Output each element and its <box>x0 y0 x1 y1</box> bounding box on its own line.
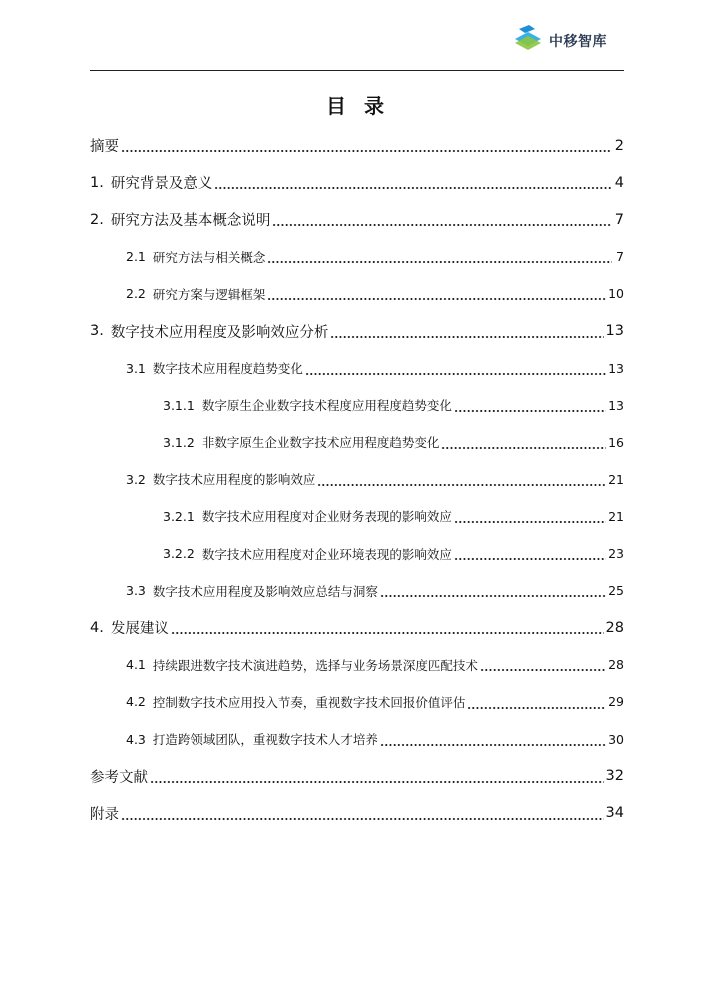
toc-entry-title: 数字技术应用程度的影响效应 <box>152 472 316 488</box>
toc-entry[interactable] <box>90 127 624 164</box>
toc-entry-page: 10 <box>608 286 624 302</box>
logo <box>511 24 607 58</box>
toc-entry-title: 数字技术应用程度对企业环境表现的影响效应 <box>201 546 452 562</box>
toc-entry-number: 2.2 <box>126 286 146 302</box>
toc-entry[interactable] <box>90 758 624 795</box>
toc-entry-number: 3.2.2 <box>163 546 195 562</box>
toc-leader-dots <box>150 780 604 784</box>
toc-leader-dots <box>454 520 606 524</box>
toc-entry-page: 4 <box>614 174 624 191</box>
toc-entry-page: 13 <box>608 397 624 413</box>
toc-entry-page: 2 <box>614 137 624 154</box>
toc-entry-number: 3.2.1 <box>163 508 195 524</box>
toc-entry-title: 持续跟进数字技术演进趋势，选择与业务场景深度匹配技术 <box>152 657 478 673</box>
toc-entry[interactable] <box>90 424 624 461</box>
toc-entry-page: 16 <box>608 434 624 450</box>
toc-entry-number: 2. <box>90 211 104 228</box>
toc-entry-title: 数字原生企业数字技术程度应用程度趋势变化 <box>201 398 452 414</box>
toc-entry-title: 控制数字技术应用投入节奏，重视数字技术回报价值评估 <box>152 694 466 710</box>
toc-entry-page: 13 <box>605 323 624 340</box>
toc-entry-title: 发展建议 <box>110 621 169 638</box>
toc-entry[interactable] <box>90 238 624 275</box>
toc-entry-number: 1. <box>90 174 104 191</box>
toc-leader-dots <box>480 668 606 672</box>
toc-entry-page: 34 <box>605 805 624 822</box>
toc-entry-number: 3.1 <box>126 360 146 376</box>
toc-leader-dots <box>171 631 604 635</box>
table-of-contents <box>90 127 624 832</box>
toc-entry-title: 打造跨领域团队，重视数字技术人才培养 <box>152 732 378 748</box>
toc-entry-title: 数字技术应用程度及影响效应总结与洞察 <box>152 583 378 599</box>
toc-entry-page: 28 <box>608 657 624 673</box>
toc-leader-dots <box>214 186 612 190</box>
toc-entry[interactable] <box>90 312 624 349</box>
toc-entry-page: 21 <box>608 508 624 524</box>
toc-leader-dots <box>441 446 606 450</box>
toc-entry-page: 28 <box>605 619 624 636</box>
toc-entry-page: 23 <box>608 546 624 562</box>
toc-entry[interactable] <box>90 795 624 832</box>
toc-entry-title: 参考文献 <box>90 769 148 786</box>
toc-entry-title: 研究方法及基本概念说明 <box>110 213 271 230</box>
toc-leader-dots <box>317 483 606 487</box>
toc-entry-number: 2.1 <box>126 249 146 265</box>
toc-entry-number: 4. <box>90 619 104 636</box>
toc-entry-title: 数字技术应用程度及影响效应分析 <box>110 324 329 341</box>
toc-entry[interactable] <box>90 683 624 720</box>
toc-entry-page: 21 <box>608 471 624 487</box>
toc-entry-title: 研究方案与逻辑框架 <box>152 286 266 302</box>
toc-entry[interactable] <box>90 164 624 201</box>
toc-entry-number: 4.3 <box>126 731 146 747</box>
logo-text: 中移智库 <box>549 34 607 50</box>
toc-leader-dots <box>330 335 603 339</box>
toc-entry-number: 4.2 <box>126 694 146 710</box>
logo-icon <box>511 25 545 57</box>
toc-entry-title: 非数字原生企业数字技术应用程度趋势变化 <box>201 435 440 451</box>
toc-entry[interactable] <box>90 387 624 424</box>
toc-entry-number: 4.1 <box>126 657 146 673</box>
toc-entry-number: 3. <box>90 323 104 340</box>
toc-entry[interactable] <box>90 535 624 572</box>
page-title: 目录 <box>326 94 402 118</box>
toc-leader-dots <box>454 409 606 413</box>
toc-entry-page: 7 <box>616 249 624 265</box>
header-divider <box>90 70 624 71</box>
toc-entry-page: 30 <box>608 731 624 747</box>
toc-entry-number: 3.1.2 <box>163 434 195 450</box>
toc-entry-page: 13 <box>608 360 624 376</box>
toc-entry-title: 数字技术应用程度趋势变化 <box>152 361 303 377</box>
toc-entry[interactable] <box>90 350 624 387</box>
toc-leader-dots <box>454 557 606 561</box>
toc-entry[interactable] <box>90 201 624 238</box>
toc-leader-dots <box>121 149 612 153</box>
toc-entry-page: 7 <box>614 211 624 228</box>
toc-leader-dots <box>121 817 604 821</box>
toc-leader-dots <box>380 594 606 598</box>
toc-leader-dots <box>267 297 606 301</box>
toc-leader-dots <box>305 372 606 376</box>
toc-leader-dots <box>380 743 606 747</box>
toc-entry-page: 29 <box>608 694 624 710</box>
toc-entry[interactable] <box>90 498 624 535</box>
toc-entry-number: 3.3 <box>126 583 146 599</box>
toc-entry-title: 附录 <box>90 806 119 823</box>
toc-leader-dots <box>267 260 612 264</box>
toc-entry-number: 3.1.1 <box>163 397 195 413</box>
toc-leader-dots <box>467 706 606 710</box>
toc-entry-title: 研究背景及意义 <box>110 176 213 193</box>
toc-entry-page: 32 <box>605 768 624 785</box>
toc-entry[interactable] <box>90 275 624 312</box>
toc-entry[interactable] <box>90 646 624 683</box>
toc-entry[interactable] <box>90 609 624 646</box>
toc-leader-dots <box>272 223 612 227</box>
toc-entry-title: 研究方法与相关概念 <box>152 249 266 265</box>
toc-entry[interactable] <box>90 721 624 758</box>
toc-entry-title: 数字技术应用程度对企业财务表现的影响效应 <box>201 509 452 525</box>
toc-entry-page: 25 <box>608 583 624 599</box>
toc-entry-title: 摘要 <box>90 139 119 156</box>
toc-entry[interactable] <box>90 461 624 498</box>
toc-entry-number: 3.2 <box>126 471 146 487</box>
toc-entry[interactable] <box>90 572 624 609</box>
